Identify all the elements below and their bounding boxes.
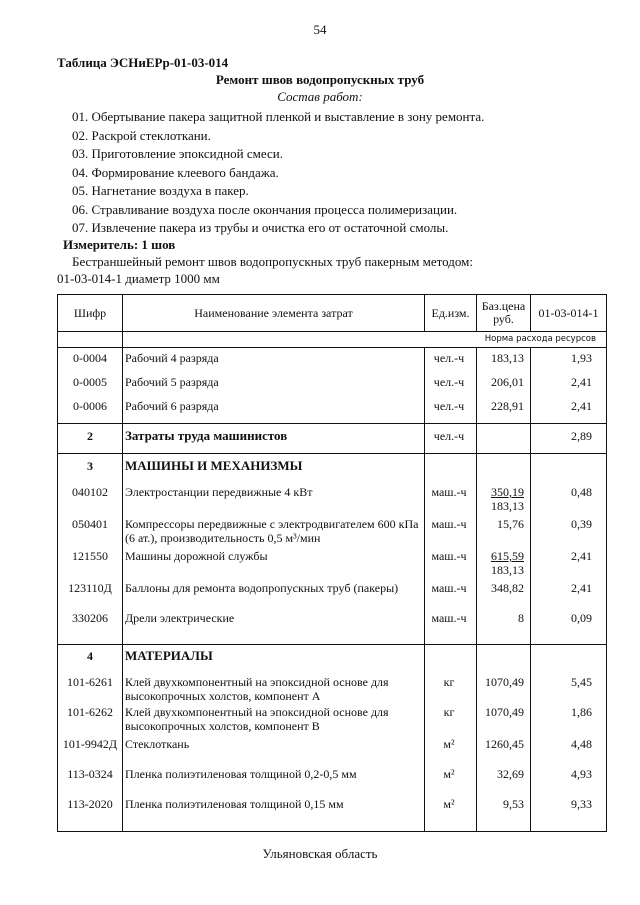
row-price-value: 1070,49 xyxy=(485,705,524,719)
row-code: 0-0005 xyxy=(73,375,107,389)
row-code: 3 xyxy=(87,459,93,473)
row-price-value: 8 xyxy=(518,611,524,625)
work-title: Ремонт швов водопропускных труб xyxy=(215,72,425,87)
row-name: Клей двухкомпонентный на эпоксидной основе для высокопрочных холстов, компонент В xyxy=(125,705,389,733)
row-unit: маш.-ч xyxy=(431,611,467,625)
row-price xyxy=(476,517,524,531)
row-price xyxy=(476,399,524,413)
row-unit: чел.-ч xyxy=(433,351,465,365)
row-price xyxy=(476,581,524,595)
work-step: 05. Нагнетание воздуха в пакер. xyxy=(72,183,249,198)
row-unit: чел.-ч xyxy=(433,375,465,389)
row-name: Пленка полиэтиленовая толщиной 0,15 мм xyxy=(125,797,344,811)
row-code: 113-2020 xyxy=(67,797,113,811)
row-price-value: 206,01 xyxy=(491,375,524,389)
row-price xyxy=(476,767,524,781)
row-unit: кг xyxy=(443,675,455,689)
row-price xyxy=(476,351,524,365)
row-name: Стеклоткань xyxy=(125,737,190,751)
row-code: 101-6262 xyxy=(67,705,113,719)
header-code: Шифр xyxy=(73,305,107,320)
header-price: Баз.цена руб. xyxy=(481,299,526,326)
row-norm: 2,41 xyxy=(571,581,592,595)
row-unit: маш.-ч xyxy=(431,549,467,563)
row-name: Клей двухкомпонентный на эпоксидной основе для высокопрочных холстов, компонент А xyxy=(125,675,389,703)
row-unit: чел.-ч xyxy=(433,429,465,443)
row-norm: 2,89 xyxy=(571,429,592,443)
row-code: 121550 xyxy=(72,549,108,563)
row-norm: 0,39 xyxy=(571,517,592,531)
footer-region: Ульяновская область xyxy=(262,846,378,861)
row-norm: 0,48 xyxy=(571,485,592,499)
row-price xyxy=(476,549,524,577)
row-code: 2 xyxy=(87,429,93,443)
row-code: 101-6261 xyxy=(67,675,113,689)
work-step: 02. Раскрой стеклоткани. xyxy=(72,127,211,143)
row-unit: м² xyxy=(443,767,455,781)
header-name: Наименование элемента затрат xyxy=(194,305,353,320)
row-unit: м² xyxy=(443,797,455,811)
row-code: 101-9942Д xyxy=(62,737,118,751)
header-norm: 01-03-014-1 xyxy=(538,305,599,320)
row-norm: 9,33 xyxy=(571,797,592,811)
row-price-value: 615,59 xyxy=(491,549,524,563)
table-code: Таблица ЭСНиЕРр-01-03-014 xyxy=(57,55,229,70)
row-norm: 1,93 xyxy=(571,351,592,365)
row-name: Компрессоры передвижные с электродвигателем 600 кПа (6 ат.), производительность 0,5 м³/мин xyxy=(125,517,419,545)
row-norm: 4,48 xyxy=(571,737,592,751)
row-code: 040102 xyxy=(72,485,108,499)
row-price-value: 350,19 xyxy=(491,485,524,499)
row-code: 050401 xyxy=(72,517,108,531)
row-price-value: 183,13 xyxy=(491,351,524,365)
composition-title: Состав работ: xyxy=(277,89,363,104)
row-name: МАШИНЫ И МЕХАНИЗМЫ xyxy=(125,458,303,473)
row-unit: м² xyxy=(443,737,455,751)
measurer: Измеритель: 1 шов xyxy=(63,237,176,252)
row-name: Баллоны для ремонта водопропускных труб (пакеры) xyxy=(125,581,399,595)
row-price-value: 1070,49 xyxy=(485,675,524,689)
row-name: Машины дорожной службы xyxy=(125,549,268,563)
row-code: 0-0004 xyxy=(73,351,107,365)
row-price-value: 348,82 xyxy=(491,581,524,595)
norm-caption: Норма расхода ресурсов xyxy=(484,334,596,344)
row-price xyxy=(476,797,524,811)
row-unit: маш.-ч xyxy=(431,517,467,531)
row-unit: маш.-ч xyxy=(431,581,467,595)
description: Бестраншейный ремонт швов водопропускных труб пакерным методом: xyxy=(72,254,473,269)
row-price xyxy=(476,485,524,513)
row-name: Электростанции передвижные 4 кВт xyxy=(125,485,313,499)
row-norm: 0,09 xyxy=(571,611,592,625)
work-step: 06. Стравливание воздуха после окончания процесса полимеризации. xyxy=(72,201,458,217)
work-step: 07. Извлечение пакера из трубы и очистка его от остаточной смолы. xyxy=(72,220,449,235)
row-norm: 2,41 xyxy=(571,375,592,389)
row-norm: 4,93 xyxy=(571,767,592,781)
row-price xyxy=(476,705,524,719)
row-price-value: 15,76 xyxy=(497,517,524,531)
row-name: Затраты труда машинистов xyxy=(125,428,288,443)
variant-label: 01-03-014-1 диаметр 1000 мм xyxy=(57,271,220,286)
page-number: 54 xyxy=(313,22,327,37)
row-name: Рабочий 5 разряда xyxy=(125,375,219,389)
work-step: 03. Приготовление эпоксидной смеси. xyxy=(72,146,283,161)
row-price-value: 1260,45 xyxy=(485,737,524,751)
row-unit: кг xyxy=(443,705,455,719)
row-code: 330206 xyxy=(72,611,108,625)
row-price-machinist: 183,13 xyxy=(491,499,524,513)
work-step: 04. Формирование клеевого бандажа. xyxy=(72,164,279,180)
row-unit: чел.-ч xyxy=(433,399,465,413)
row-price xyxy=(476,675,524,689)
row-name: Пленка полиэтиленовая толщиной 0,2-0,5 мм xyxy=(125,767,357,781)
row-price-value: 32,69 xyxy=(497,767,524,781)
row-price-value: 9,53 xyxy=(503,797,524,811)
row-code: 113-0324 xyxy=(67,767,113,781)
row-norm: 2,41 xyxy=(571,549,592,563)
row-name: Дрели электрические xyxy=(125,611,235,625)
row-code: 0-0006 xyxy=(73,399,107,413)
row-price-machinist: 183,13 xyxy=(491,563,524,577)
row-name: Рабочий 6 разряда xyxy=(125,399,219,413)
row-price-value: 228,91 xyxy=(491,399,524,413)
row-price xyxy=(476,375,524,389)
row-code: 123110Д xyxy=(68,581,112,595)
row-norm: 5,45 xyxy=(571,675,592,689)
work-step: 01. Обертывание пакера защитной пленкой и выставление в зону ремонта. xyxy=(72,109,485,124)
row-name: МАТЕРИАЛЫ xyxy=(125,648,213,663)
row-norm: 1,86 xyxy=(571,705,592,719)
norms-table xyxy=(57,294,607,832)
row-price xyxy=(476,611,524,625)
row-name: Рабочий 4 разряда xyxy=(125,351,219,365)
row-norm: 2,41 xyxy=(571,399,592,413)
header-unit: Ед.изм. xyxy=(431,305,470,320)
work-steps-list xyxy=(72,108,484,238)
row-code: 4 xyxy=(87,649,93,663)
row-unit: маш.-ч xyxy=(431,485,467,499)
row-price xyxy=(476,737,524,751)
